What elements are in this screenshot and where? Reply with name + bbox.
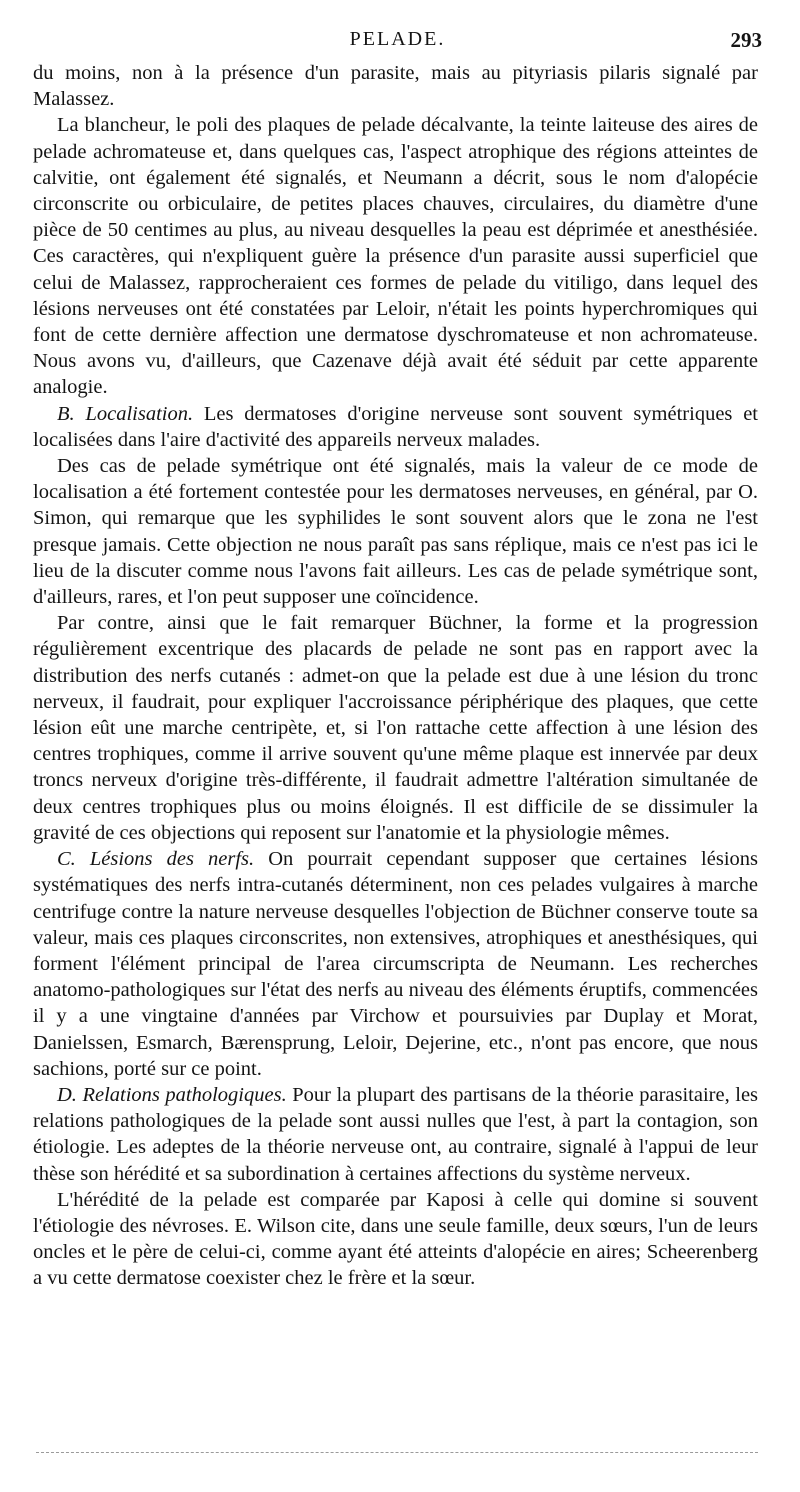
body-text — [33, 60, 758, 1292]
paragraph-text: La blancheur, le poli des plaques de pelade décalvante, la teinte laiteuse des aires de pelade achromateuse et, dans quelques cas, l'aspect atrophique des régions atteintes de calvitie, ont également été signalés, et Neumann a décrit, sous le nom d'alopécie circonscrite ou orbiculaire, de petites places chauves, circulaires, du diamètre d'une pièce de 50 centimes au plus, au niveau desquelles la peau est déprimée et anesthésiée. Ces caractères, qui n'expliquent guère la présence d'un parasite aussi superficiel que celui de Malassez, rapprocheraient ces formes de pelade du vitiligo, dans lequel des lésions nerveuses ont été constatées par Leloir, n'était les points hyperchromiques qui font de cette dernière affection une dermatose dyschromateuse et non achromateuse. Nous avons vu, d'ailleurs, que Cazenave déjà avait été séduit par cette apparente analogie. — [33, 114, 758, 399]
paragraph-text: Pour la plupart des partisans de la théorie parasitaire, les relations pathologiques de la pelade sont aussi nulles que l'est, à part la contagion, son étiologie. Les adeptes de la théorie nerveuse ont, au contraire, signalé à l'appui de leur thèse son hérédité et sa subordination à certaines affections du système nerveux. — [33, 1083, 759, 1185]
paragraph-text: Par contre, ainsi que le fait remarquer Büchner, la forme et la progression régulièrement excentrique des placards de pelade ne sont pas en rapport avec la distribution des nerfs cutanés : admet-on que la pelade est due à une lésion du tronc nerveux, il faudrait, pour expliquer l'accroissance périphérique des plaques, que cette lésion eût une marche centripète, et, si l'on rattache cette affection à une lésion des centres trophiques, comme il arrive souvent qu'une même plaque est innervée par deux troncs nerveux d'origine très-différente, il faudrait admettre l'altération simultanée de deux centres trophiques plus ou moins éloignés. Il est difficile de se dissimuler la gravité de ces objections qui reposent sur l'anatomie et la physiologie mêmes. — [33, 612, 758, 844]
paragraph — [33, 453, 758, 610]
section-c-lesions-des-nerfs — [33, 846, 758, 1082]
page-number: 293 — [730, 28, 762, 52]
paragraph-text: On pourrait cependant supposer que certaines lésions systématiques des nerfs intra-cutanés déterminent, non ces pelades vulgaires à marche centrifuge contre la nature nerveuse desquelles l'objection de Büchner conserve toute sa valeur, mais ces plaques circonscrites, non extensives, atrophiques et anesthésiques, qui forment l'élément principal de l'area circumscripta de Neumann. Les recherches anatomo-pathologiques sur l'état des nerfs au niveau des éléments éruptifs, commencées il y a une vingtaine d'années par Virchow et poursuivies par Duplay et Morat, Danielssen, Esmarch, Bærensprung, Leloir, Dejerine, etc., n'ont pas encore, que nous sachions, porté sur ce point. — [33, 848, 758, 1080]
paragraph-text: Des cas de pelade symétrique ont été signalés, mais la valeur de ce mode de localisation a été fortement contestée pour les dermatoses nerveuses, en général, par O. Simon, qui remarque que les syphilides le sont souvent alors que le zona ne l'est presque jamais. Cette objection ne nous paraît pas sans réplique, mais ce n'est pas ici le lieu de la discuter comme nous l'avons fait ailleurs. Les cas de pelade symétrique sont, d'ailleurs, rares, et l'on peut supposer une coïncidence. — [33, 455, 758, 609]
paragraph-continuation — [33, 60, 758, 112]
section-heading: C. Lésions des nerfs. — [57, 848, 255, 871]
footer-rule — [36, 1452, 758, 1453]
running-title: PELADE. — [349, 28, 446, 50]
section-d-relations-pathologiques — [33, 1082, 758, 1187]
paragraph — [33, 112, 758, 400]
section-heading: D. Relations pathologiques. — [57, 1083, 287, 1106]
running-header — [33, 28, 762, 54]
paragraph — [33, 1187, 758, 1292]
section-heading: B. Localisation. — [57, 402, 194, 425]
paragraph-text: L'hérédité de la pelade est comparée par Kaposi à celle qui domine si souvent l'étiologie des névroses. E. Wilson cite, dans une seule famille, deux sœurs, l'un de leurs oncles et le père de celui-ci, comme ayant été atteints d'alopécie en aires; Scheerenberg a vu cette dermatose coexister chez le frère et la sœur. — [33, 1188, 758, 1290]
paragraph — [33, 610, 758, 846]
section-b-localisation — [33, 401, 758, 453]
paragraph-text: du moins, non à la présence d'un parasite, mais au pityriasis pilaris signalé par Malassez. — [33, 62, 758, 111]
paragraph-text: Les dermatoses d'origine nerveuse sont souvent symétriques et localisées dans l'aire d'activité des appareils nerveux malades. — [33, 402, 758, 451]
